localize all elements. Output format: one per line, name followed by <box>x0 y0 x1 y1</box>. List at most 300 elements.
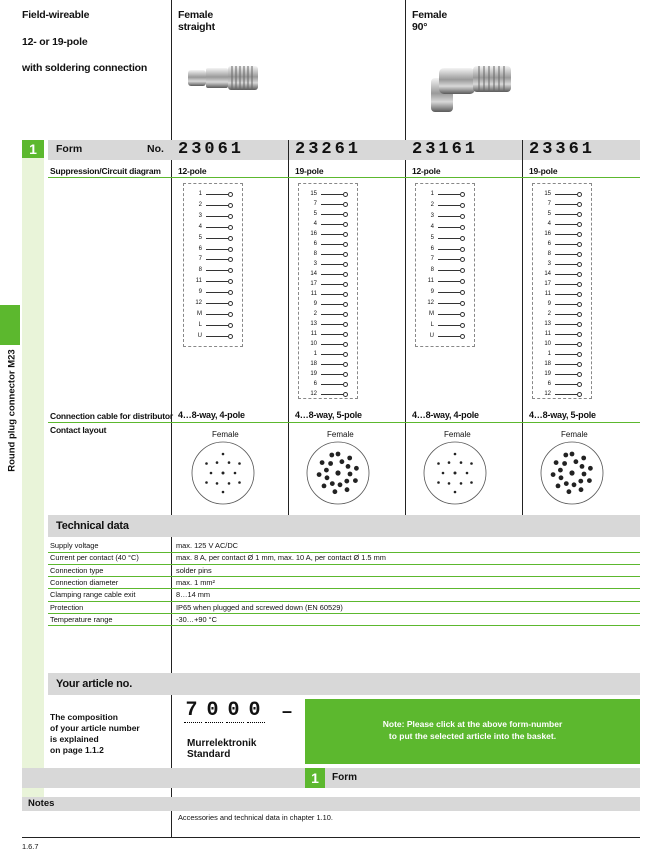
circuit-pin-label: 16 <box>310 231 317 237</box>
section-number: 1 <box>29 141 37 157</box>
circuit-pin <box>533 330 591 338</box>
circuit-pin-wire <box>321 304 343 305</box>
circuit-pin-wire <box>321 264 343 265</box>
circuit-pin-label: 10 <box>310 341 317 347</box>
circuit-pin-terminal <box>460 203 465 208</box>
circuit-pin <box>416 223 474 231</box>
circuit-pin-terminal <box>343 392 348 397</box>
circuit-pin-terminal <box>577 262 582 267</box>
circuit-pin-terminal <box>577 372 582 377</box>
col2-title-line2: 90° <box>412 21 428 33</box>
circuit-pin <box>533 390 591 398</box>
technical-title: Technical data <box>56 520 129 532</box>
circuit-pin <box>184 201 242 209</box>
circuit-pin <box>299 340 357 348</box>
circuit-pin-label: 19 <box>544 371 551 377</box>
circuit-pin-label: 3 <box>313 261 317 267</box>
circuit-pin-label: 15 <box>310 191 317 197</box>
tech-row <box>48 553 640 563</box>
circuit-pin-terminal <box>343 322 348 327</box>
circuit-pin-terminal <box>343 292 348 297</box>
layout-contact <box>582 472 587 477</box>
tech-row-value: max. 1 mm² <box>176 577 216 587</box>
divider-mid <box>405 0 406 515</box>
circuit-pin-wire <box>438 194 460 195</box>
contact-layout-12pole-b <box>422 440 488 506</box>
circuit-pin-label: 5 <box>547 211 551 217</box>
layout-contact <box>466 472 469 475</box>
circuit-pin-label: 11 <box>195 278 202 285</box>
circuit-pin <box>533 230 591 238</box>
circuit-pin-wire <box>438 314 460 315</box>
circuit-pin-terminal <box>460 214 465 219</box>
notes-title: Notes <box>28 798 55 809</box>
composition-line-3: is explained <box>50 734 99 744</box>
circuit-pin <box>533 260 591 268</box>
circuit-pin <box>416 332 474 340</box>
circuit-pin-wire <box>206 314 228 315</box>
circuit-pin-wire <box>206 270 228 271</box>
layout-center-contact <box>335 470 340 475</box>
circuit-pin-label: 2 <box>547 311 551 317</box>
circuit-pin-wire <box>206 259 228 260</box>
circuit-pin-terminal <box>228 192 233 197</box>
circuit-pin-terminal <box>460 268 465 273</box>
notes-header <box>22 797 640 811</box>
circuit-pin-wire <box>321 334 343 335</box>
circuit-pin-wire <box>206 205 228 206</box>
circuit-pin-terminal <box>577 312 582 317</box>
circuit-pin-label: L <box>430 321 434 328</box>
layout-contact <box>563 453 568 458</box>
circuit-pin <box>533 240 591 248</box>
circuit-pin-wire <box>321 294 343 295</box>
notes-bottom-rule <box>22 837 640 838</box>
brand-text <box>187 738 256 760</box>
layout-contact <box>317 472 322 477</box>
header-line-1: Field-wireable <box>22 9 90 21</box>
tech-row-value: IP65 when plugged and screwed down (EN 60529) <box>176 602 343 612</box>
circuit-pin <box>416 190 474 198</box>
header-line-2: 12- or 19-pole <box>22 36 88 48</box>
circuit-pin-terminal <box>460 192 465 197</box>
circuit-pin <box>533 190 591 198</box>
layout-contact <box>205 481 208 484</box>
circuit-pin <box>299 260 357 268</box>
circuit-pin <box>299 350 357 358</box>
circuit-pin-wire <box>321 364 343 365</box>
pole-1: 12-pole <box>178 166 207 176</box>
circuit-pin-wire <box>321 324 343 325</box>
circuit-pin-terminal <box>343 272 348 277</box>
circuit-pin-label: 6 <box>313 241 317 247</box>
layout-contact <box>330 481 335 486</box>
circuit-pin-wire <box>438 227 460 228</box>
layout-contact <box>579 487 584 492</box>
layout-contact <box>348 472 353 477</box>
circuit-pin-terminal <box>343 352 348 357</box>
layout-contact <box>448 482 451 485</box>
circuit-pin <box>299 250 357 258</box>
circuit-pin-wire <box>438 270 460 271</box>
circuit-pin <box>533 250 591 258</box>
circuit-pin-wire <box>438 336 460 337</box>
circuit-pin-label: 5 <box>313 211 317 217</box>
contact-layout-19pole-b <box>539 440 605 506</box>
article-23361[interactable]: 23361 <box>529 140 596 159</box>
layout-contact <box>587 478 592 483</box>
layout-contact <box>210 472 213 475</box>
circuit-pin-terminal <box>577 232 582 237</box>
circuit-pin-terminal <box>460 312 465 317</box>
circuit-pin <box>533 360 591 368</box>
circuit-pin <box>299 220 357 228</box>
circuit-pin-label: 17 <box>544 281 551 287</box>
layout-contact <box>333 489 338 494</box>
technical-header <box>48 515 640 537</box>
circuit-pin-wire <box>555 314 577 315</box>
circuit-pin-terminal <box>577 382 582 387</box>
circuit-pin-terminal <box>228 214 233 219</box>
article-digit-1: 7 <box>185 699 201 722</box>
circuit-pin-label: U <box>197 332 202 339</box>
composition-line-1: The composition <box>50 712 118 722</box>
article-23061[interactable]: 23061 <box>178 140 245 159</box>
circuit-pin-label: 8 <box>547 251 551 257</box>
contact-layout-12pole-a <box>190 440 256 506</box>
circuit-pin-terminal <box>460 323 465 328</box>
circuit-pin-label: 7 <box>198 256 202 263</box>
layout-contact <box>470 481 473 484</box>
suppression-label: Suppression/Circuit diagram <box>50 166 161 176</box>
layout-contact <box>580 464 585 469</box>
circuit-pin-wire <box>438 281 460 282</box>
contact-caption-3: Female <box>444 430 471 439</box>
circuit-pin <box>299 330 357 338</box>
tech-row-value: max. 8 A, per contact Ø 1 mm, max. 10 A, per contact Ø 1.5 mm <box>176 553 386 563</box>
circuit-pin <box>299 390 357 398</box>
cable-1: 4…8-way, 4-pole <box>178 410 245 420</box>
circuit-pin <box>533 310 591 318</box>
circuit-pin-terminal <box>343 372 348 377</box>
article-digit-4: 0 <box>248 699 264 722</box>
circuit-pin-terminal <box>228 290 233 295</box>
circuit-pin-wire <box>555 244 577 245</box>
circuit-pin <box>416 234 474 242</box>
circuit-pin-terminal <box>343 332 348 337</box>
circuit-pin-wire <box>321 214 343 215</box>
circuit-pin-label: 7 <box>547 201 551 207</box>
circuit-pin-wire <box>321 394 343 395</box>
layout-contact <box>205 462 208 465</box>
circuit-pin-terminal <box>577 282 582 287</box>
circuit-pin <box>184 212 242 220</box>
layout-contact <box>336 452 341 457</box>
circuit-pin-terminal <box>343 232 348 237</box>
circuit-pin-wire <box>555 374 577 375</box>
circuit-pin-label: 14 <box>544 271 551 277</box>
layout-contact <box>238 462 241 465</box>
layout-contact <box>345 487 350 492</box>
layout-contact <box>338 482 343 487</box>
circuit-pin-terminal <box>460 290 465 295</box>
circuit-pin <box>184 299 242 307</box>
circuit-pin-terminal <box>228 247 233 252</box>
circuit-diagram-3 <box>415 183 475 347</box>
composition-line-2: of your article number <box>50 723 140 733</box>
circuit-pin-wire <box>438 238 460 239</box>
circuit-pin-terminal <box>577 392 582 397</box>
layout-contact <box>347 456 352 461</box>
circuit-pin-terminal <box>343 222 348 227</box>
circuit-pin-label: 6 <box>547 381 551 387</box>
layout-contact <box>454 491 457 494</box>
circuit-pin-wire <box>555 214 577 215</box>
circuit-pin-wire <box>438 249 460 250</box>
circuit-pin-terminal <box>460 279 465 284</box>
circuit-pin-terminal <box>577 332 582 337</box>
circuit-pin-wire <box>206 238 228 239</box>
article-title: Your article no. <box>56 678 133 690</box>
layout-contact <box>234 472 237 475</box>
circuit-pin <box>299 290 357 298</box>
tech-row-value: 8…14 mm <box>176 590 211 600</box>
circuit-pin <box>299 230 357 238</box>
layout-contact <box>340 459 345 464</box>
tech-row <box>48 615 640 625</box>
circuit-pin-terminal <box>343 262 348 267</box>
circuit-pin-wire <box>321 254 343 255</box>
circuit-pin-label: 11 <box>310 331 317 337</box>
circuit-pin <box>184 266 242 274</box>
circuit-pin-label: 8 <box>198 267 202 274</box>
page-number: 1.6.7 <box>22 842 39 851</box>
circuit-pin-label: 13 <box>544 321 551 327</box>
layout-contact <box>320 460 325 465</box>
note-line-2: to put the selected article into the basket. <box>388 731 557 741</box>
note-line-1: Note: Please click at the above form-number <box>382 719 563 729</box>
circuit-pin <box>184 321 242 329</box>
circuit-pin-wire <box>206 216 228 217</box>
circuit-pin-terminal <box>577 212 582 217</box>
circuit-pin-wire <box>555 284 577 285</box>
circuit-pin-wire <box>555 204 577 205</box>
circuit-pin-terminal <box>228 334 233 339</box>
circuit-pin <box>184 277 242 285</box>
pole-3: 12-pole <box>412 166 441 176</box>
circuit-pin <box>533 210 591 218</box>
circuit-pin-terminal <box>228 225 233 230</box>
article-digits <box>184 699 265 723</box>
circuit-pin-label: 8 <box>430 267 434 274</box>
circuit-pin <box>299 380 357 388</box>
circuit-pin-wire <box>555 304 577 305</box>
circuit-pin-terminal <box>343 242 348 247</box>
circuit-pin-terminal <box>228 236 233 241</box>
layout-contact <box>442 472 445 475</box>
circuit-pin <box>416 321 474 329</box>
contact-caption-4: Female <box>561 430 588 439</box>
circuit-pin-wire <box>206 303 228 304</box>
circuit-pin-wire <box>438 292 460 293</box>
circuit-pin <box>416 245 474 253</box>
circuit-pin-terminal <box>228 279 233 284</box>
tech-row-value: solder pins <box>176 565 212 575</box>
circuit-pin-terminal <box>460 257 465 262</box>
layout-contact <box>222 453 225 456</box>
circuit-pin-terminal <box>577 202 582 207</box>
circuit-pin-terminal <box>343 382 348 387</box>
circuit-pin-wire <box>555 364 577 365</box>
circuit-pin <box>533 370 591 378</box>
circuit-pin-label: 14 <box>310 271 317 277</box>
circuit-pin-label: 12 <box>195 300 202 306</box>
contact-layout-label: Contact layout <box>50 425 107 435</box>
no-label: No. <box>147 143 164 155</box>
layout-contact <box>572 482 577 487</box>
circuit-pin-terminal <box>343 312 348 317</box>
circuit-pin-label: 6 <box>547 241 551 247</box>
circuit-pin <box>416 255 474 263</box>
layout-contact <box>222 491 225 494</box>
circuit-pin-wire <box>321 274 343 275</box>
tech-row <box>48 578 640 588</box>
layout-contact <box>581 456 586 461</box>
circuit-pin-terminal <box>460 301 465 306</box>
circuit-pin-label: 12 <box>310 391 317 397</box>
circuit-pin-terminal <box>577 352 582 357</box>
circuit-pin-label: 9 <box>430 289 434 296</box>
circuit-pin <box>299 200 357 208</box>
circuit-pin-label: 15 <box>544 191 551 197</box>
layout-contact <box>556 484 561 489</box>
circuit-pin-label: 10 <box>544 341 551 347</box>
circuit-pin-wire <box>555 264 577 265</box>
circuit-pin-label: 4 <box>547 221 551 227</box>
circuit-pin-label: 1 <box>313 351 317 357</box>
circuit-diagram-2 <box>298 183 358 399</box>
circuit-pin <box>184 310 242 318</box>
circuit-pin-terminal <box>460 236 465 241</box>
circuit-pin-wire <box>438 325 460 326</box>
layout-center-contact <box>454 472 457 475</box>
circuit-pin-label: 13 <box>310 321 317 327</box>
tech-row-value: -30…+90 °C <box>176 614 217 624</box>
circuit-pin-wire <box>555 224 577 225</box>
circuit-pin <box>533 300 591 308</box>
circuit-pin-wire <box>438 205 460 206</box>
circuit-pin-label: M <box>429 310 434 317</box>
circuit-pin-wire <box>555 384 577 385</box>
contact-caption-2: Female <box>327 430 354 439</box>
circuit-pin-label: 3 <box>430 212 434 219</box>
layout-contact <box>470 462 473 465</box>
circuit-pin <box>416 201 474 209</box>
circuit-pin <box>184 332 242 340</box>
circuit-pin-terminal <box>343 212 348 217</box>
circuit-pin <box>416 288 474 296</box>
circuit-pin-terminal <box>228 257 233 262</box>
circuit-pin <box>184 234 242 242</box>
circuit-pin-label: L <box>198 321 202 328</box>
article-header <box>48 673 640 695</box>
circuit-pin-label: 11 <box>544 291 551 297</box>
tech-row-key: Supply voltage <box>50 541 99 550</box>
circuit-pin-terminal <box>228 323 233 328</box>
circuit-pin-wire <box>438 303 460 304</box>
circuit-pin-terminal <box>577 222 582 227</box>
layout-contact <box>228 482 231 485</box>
article-23161[interactable]: 23161 <box>412 140 479 159</box>
layout-contact <box>460 482 463 485</box>
form-footer-label[interactable]: Form <box>332 772 357 783</box>
brand-line-1: Murrelektronik <box>187 738 257 749</box>
circuit-pin-wire <box>321 234 343 235</box>
circuit-pin-wire <box>321 374 343 375</box>
tech-row <box>48 603 640 613</box>
layout-contact <box>325 475 330 480</box>
connection-rule <box>48 422 640 423</box>
circuit-pin-terminal <box>228 301 233 306</box>
layout-contact <box>354 466 359 471</box>
layout-contact <box>554 460 559 465</box>
circuit-pin-label: 12 <box>544 391 551 397</box>
article-23261[interactable]: 23261 <box>295 140 362 159</box>
circuit-pin-terminal <box>577 362 582 367</box>
circuit-pin-terminal <box>577 242 582 247</box>
circuit-pin-wire <box>206 281 228 282</box>
circuit-pin <box>533 320 591 328</box>
form-divider-3 <box>522 140 523 515</box>
circuit-pin <box>299 310 357 318</box>
circuit-pin-label: 2 <box>198 201 202 208</box>
circuit-pin <box>416 299 474 307</box>
circuit-pin-label: 3 <box>198 212 202 219</box>
circuit-pin <box>416 310 474 318</box>
article-dash: – <box>282 701 293 721</box>
circuit-pin-label: 1 <box>430 191 434 197</box>
circuit-diagram-4 <box>532 183 592 399</box>
layout-contact <box>328 461 333 466</box>
circuit-pin-label: 9 <box>547 301 551 307</box>
circuit-pin-label: 11 <box>310 291 317 297</box>
tech-row <box>48 566 640 576</box>
circuit-pin-label: 11 <box>427 278 434 285</box>
circuit-pin-wire <box>206 194 228 195</box>
tech-row <box>48 590 640 600</box>
tech-row-key: Connection type <box>50 565 104 575</box>
form-divider-1 <box>288 140 289 515</box>
cable-3: 4…8-way, 4-pole <box>412 410 479 420</box>
circuit-pin <box>184 245 242 253</box>
col1-title-line1: Female <box>178 9 213 21</box>
circuit-pin <box>299 270 357 278</box>
circuit-pin <box>533 270 591 278</box>
circuit-pin-wire <box>555 254 577 255</box>
circuit-pin-label: 18 <box>310 361 317 367</box>
tech-row-key: Clamping range cable exit <box>50 590 136 600</box>
circuit-pin-wire <box>555 194 577 195</box>
layout-contact <box>353 478 358 483</box>
circuit-pin-label: 19 <box>310 371 317 377</box>
form-footer-row <box>22 768 640 788</box>
circuit-pin <box>533 340 591 348</box>
col1-title-line2: straight <box>178 21 215 33</box>
layout-center-contact <box>569 470 574 475</box>
layout-contact <box>437 481 440 484</box>
layout-center-contact <box>222 472 225 475</box>
note-box <box>305 699 640 764</box>
